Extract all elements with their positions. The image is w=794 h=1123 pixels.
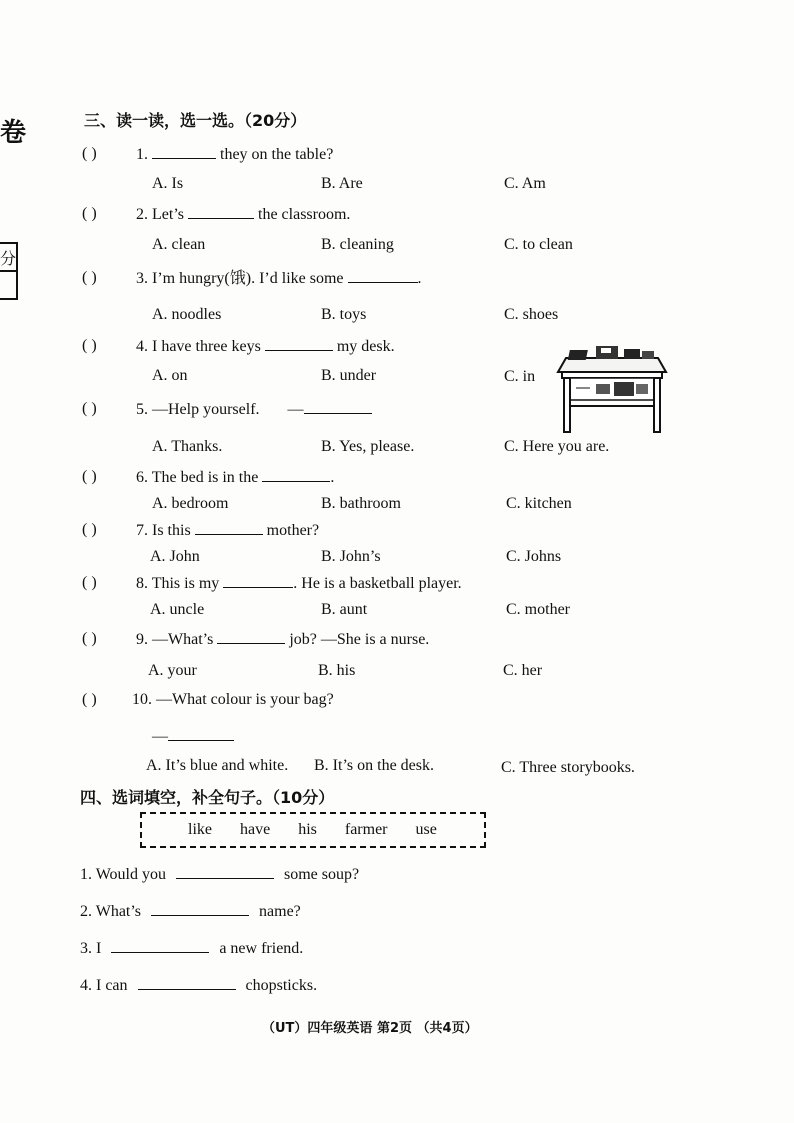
q4-option-c[interactable]: C. in	[504, 368, 536, 385]
q4-blank[interactable]	[265, 336, 333, 351]
q10-blank[interactable]	[168, 726, 234, 741]
fill-blank-1[interactable]	[176, 864, 274, 879]
q1-option-c[interactable]: C. Am	[504, 175, 546, 192]
q7-option-b[interactable]: B. John’s	[321, 548, 381, 565]
fill-blank-2[interactable]	[151, 901, 249, 916]
fill-blank-4[interactable]	[138, 975, 236, 990]
q2-option-b[interactable]: B. cleaning	[321, 236, 394, 253]
q6-option-b[interactable]: B. bathroom	[321, 495, 401, 512]
fill-sentence-3: 3. I a new friend.	[80, 940, 304, 957]
q10-stem: 10. —What colour is your bag?	[132, 691, 334, 708]
q7-paren[interactable]: ( )	[82, 521, 97, 538]
q10-paren[interactable]: ( )	[82, 691, 97, 708]
score-box-char: 分	[0, 251, 17, 268]
word-bank-item[interactable]: have	[240, 821, 271, 838]
fill-sentence-4: 4. I can chopsticks.	[80, 977, 318, 994]
q6-stem: 6. The bed is in the .	[136, 469, 335, 486]
fill-blank-3[interactable]	[111, 938, 209, 953]
q5-option-b[interactable]: B. Yes, please.	[321, 438, 415, 455]
q7-blank[interactable]	[195, 520, 263, 535]
q10-option-b[interactable]: B. It’s on the desk.	[314, 757, 434, 774]
q10-option-c[interactable]: C. Three storybooks.	[501, 759, 635, 776]
q8-option-c[interactable]: C. mother	[506, 601, 570, 618]
word-bank-item[interactable]: his	[298, 821, 317, 838]
q1-option-a[interactable]: A. Is	[152, 175, 184, 192]
q8-stem: 8. This is my . He is a basketball player.	[136, 575, 462, 592]
q6-option-a[interactable]: A. bedroom	[152, 495, 229, 512]
q6-option-c[interactable]: C. kitchen	[506, 495, 572, 512]
word-bank-item[interactable]: use	[415, 821, 437, 838]
q5-stem: 5. —Help yourself. —	[136, 399, 372, 420]
q8-option-a[interactable]: A. uncle	[150, 601, 205, 618]
q8-paren[interactable]: ( )	[82, 574, 97, 591]
section4-title: 四、选词填空，补全句子。（10分）	[80, 788, 335, 807]
q6-blank[interactable]	[262, 467, 330, 482]
q4-option-b[interactable]: B. under	[321, 367, 377, 384]
page-footer: （UT）四年级英语 第2页 （共4页）	[262, 1021, 478, 1036]
q3-paren[interactable]: ( )	[82, 269, 97, 286]
word-bank-item[interactable]: like	[188, 821, 212, 838]
q3-stem: 3. I’m hungry(饿). I’d like some .	[136, 270, 422, 287]
q5-paren[interactable]: ( )	[82, 400, 97, 417]
q2-paren[interactable]: ( )	[82, 205, 97, 222]
fill-sentence-1: 1. Would you some soup?	[80, 866, 360, 883]
word-bank-item[interactable]: farmer	[344, 821, 388, 838]
q8-blank[interactable]	[223, 573, 293, 588]
q4-stem: 4. I have three keys my desk.	[136, 338, 395, 355]
q9-stem: 9. —What’s job? —She is a nurse.	[136, 631, 430, 648]
q10-option-a[interactable]: A. It’s blue and white.	[146, 757, 289, 774]
q5-option-c[interactable]: C. Here you are.	[504, 438, 610, 455]
q5-option-a[interactable]: A. Thanks.	[152, 438, 223, 455]
q3-option-b[interactable]: B. toys	[321, 306, 367, 323]
q9-option-c[interactable]: C. her	[503, 662, 543, 679]
q3-blank[interactable]	[348, 268, 418, 283]
q7-option-c[interactable]: C. Johns	[506, 548, 562, 565]
q9-option-b[interactable]: B. his	[318, 662, 356, 679]
section3-title: 三、读一读，选一选。（20分）	[84, 111, 307, 130]
q9-option-a[interactable]: A. your	[148, 662, 197, 679]
q4-option-a[interactable]: A. on	[152, 367, 188, 384]
q8-option-b[interactable]: B. aunt	[321, 601, 368, 618]
q9-blank[interactable]	[217, 629, 285, 644]
q7-option-a[interactable]: A. John	[150, 548, 200, 565]
q7-stem: 7. Is this mother?	[136, 522, 320, 539]
q1-stem: 1. they on the table?	[136, 146, 334, 163]
q10-answer-line: —	[152, 726, 234, 747]
q6-paren[interactable]: ( )	[82, 468, 97, 485]
q1-option-b[interactable]: B. Are	[321, 175, 363, 192]
q1-blank[interactable]	[152, 144, 216, 159]
q2-blank[interactable]	[188, 204, 254, 219]
q2-option-c[interactable]: C. to clean	[504, 236, 573, 253]
q1-paren[interactable]: ( )	[82, 145, 97, 162]
q4-paren[interactable]: ( )	[82, 337, 97, 354]
q3-option-c[interactable]: C. shoes	[504, 306, 559, 323]
q2-option-a[interactable]: A. clean	[152, 236, 206, 253]
q9-paren[interactable]: ( )	[82, 630, 97, 647]
fill-sentence-2: 2. What’s name?	[80, 903, 301, 920]
q3-option-a[interactable]: A. noodles	[152, 306, 222, 323]
score-box-fragment	[0, 242, 18, 300]
q5-blank[interactable]	[304, 399, 372, 414]
q2-stem: 2. Let’s the classroom.	[136, 206, 351, 223]
desk-with-keys-illustration	[556, 340, 668, 436]
word-bank	[140, 812, 486, 848]
edge-fragment-char: 卷	[0, 118, 27, 148]
